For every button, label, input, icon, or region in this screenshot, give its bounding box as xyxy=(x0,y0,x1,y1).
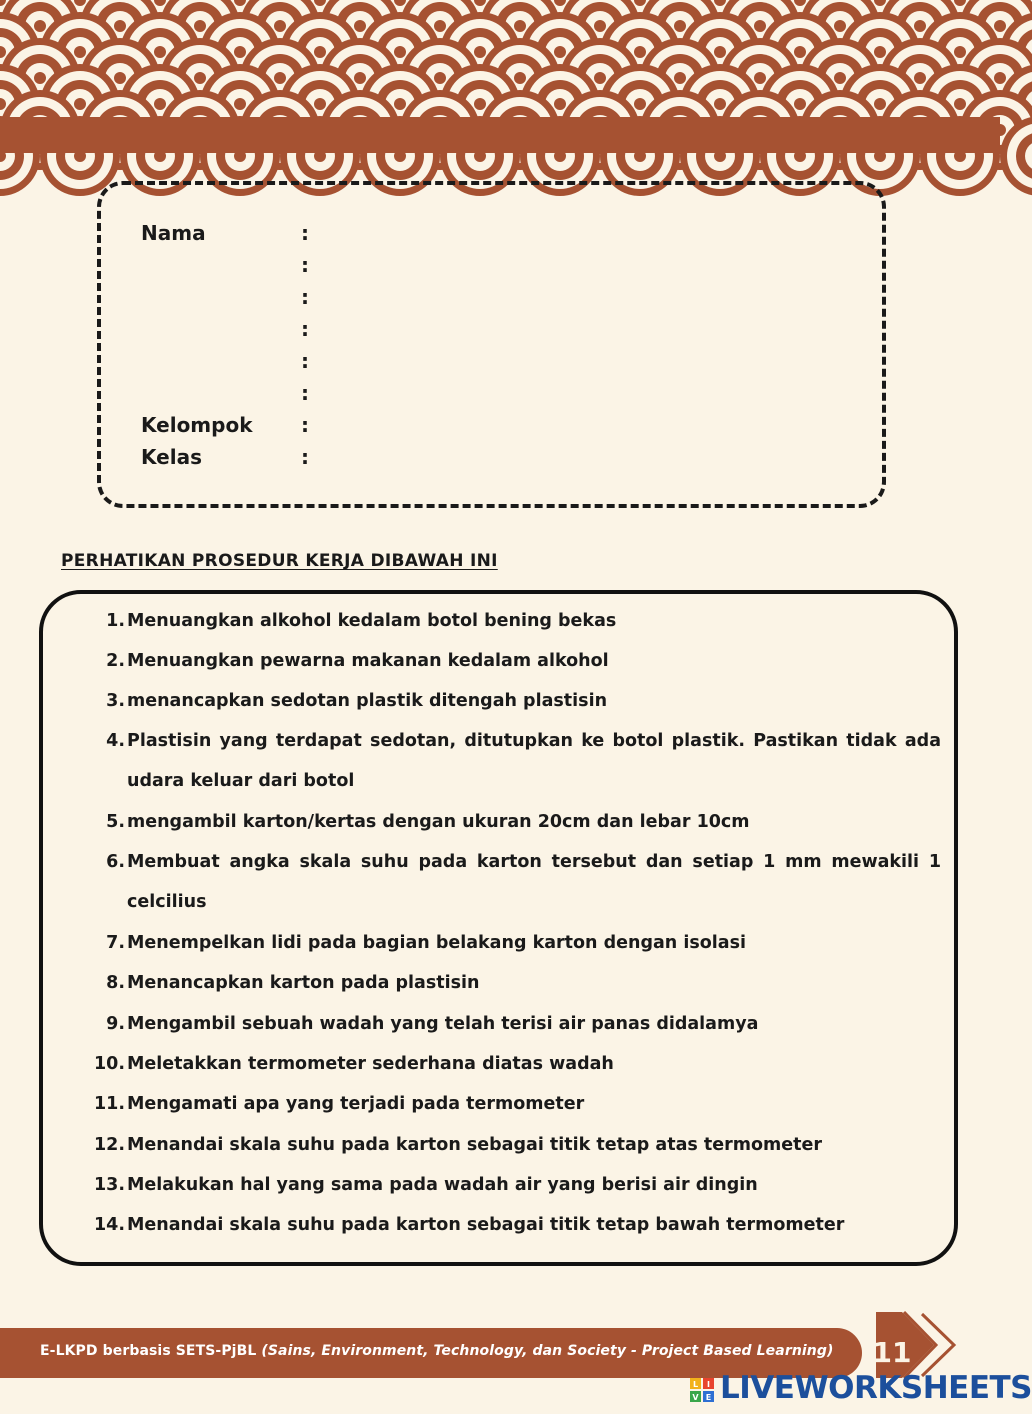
steps-box xyxy=(39,590,958,1266)
liveworksheets-brand-text: LIVEWORKSHEETS xyxy=(720,1370,1032,1406)
step-text: Mengambil sebuah wadah yang telah terisi air panas didalamya xyxy=(127,1014,759,1034)
step-number: 11. xyxy=(93,1094,125,1114)
step-item xyxy=(71,842,941,922)
logo-letter: I xyxy=(707,1380,710,1389)
step-number: 7. xyxy=(106,933,125,953)
header-scallop-pattern xyxy=(0,0,1000,120)
step-number: 10. xyxy=(93,1054,125,1074)
step-item xyxy=(71,601,941,641)
step-item xyxy=(71,923,941,963)
class-colon: : xyxy=(301,445,309,469)
step-item xyxy=(71,1044,941,1084)
instruction-title: PERHATIKAN PROSEDUR KERJA DIBAWAH INI xyxy=(61,551,498,571)
name-label: Nama xyxy=(141,221,206,245)
member-colon: : xyxy=(301,317,309,341)
member-colon: : xyxy=(301,285,309,309)
group-label: Kelompok xyxy=(141,413,253,437)
member-colon: : xyxy=(301,349,309,373)
member-colon: : xyxy=(301,381,309,405)
step-text: Plastisin yang terdapat sedotan, ditutupkan ke botol plastik. Pastikan tidak ada udara keluar dari botol xyxy=(127,731,941,791)
step-text: Melakukan hal yang sama pada wadah air yang berisi air dingin xyxy=(127,1175,758,1195)
step-text: Mengamati apa yang terjadi pada termometer xyxy=(127,1094,585,1114)
logo-letter: E xyxy=(705,1393,712,1402)
step-text: menancapkan sedotan plastik ditengah plastisin xyxy=(127,691,608,711)
step-number: 4. xyxy=(106,731,125,751)
step-text: Menuangkan alkohol kedalam botol bening bekas xyxy=(127,611,617,631)
step-text: Meletakkan termometer sederhana diatas wadah xyxy=(127,1054,614,1074)
step-text: Menandai skala suhu pada karton sebagai titik tetap atas termometer xyxy=(127,1135,822,1155)
step-item xyxy=(71,1125,941,1165)
logo-letter: L xyxy=(692,1380,699,1389)
step-number: 2. xyxy=(106,651,125,671)
step-item xyxy=(71,641,941,681)
step-text: Menandai skala suhu pada karton sebagai titik tetap bawah termometer xyxy=(127,1215,845,1235)
step-number: 6. xyxy=(106,852,125,872)
class-label: Kelas xyxy=(141,445,202,469)
step-text: Menempelkan lidi pada bagian belakang karton dengan isolasi xyxy=(127,933,746,953)
step-item xyxy=(71,802,941,842)
step-text: Menuangkan pewarna makanan kedalam alkohol xyxy=(127,651,609,671)
step-number: 1. xyxy=(106,611,125,631)
step-item xyxy=(71,1004,941,1044)
step-number: 5. xyxy=(106,812,125,832)
step-number: 14. xyxy=(93,1215,125,1235)
step-number: 3. xyxy=(106,691,125,711)
step-item xyxy=(71,1165,941,1205)
page-number: 11 xyxy=(872,1336,912,1369)
liveworksheets-logo-icon xyxy=(690,1378,714,1402)
step-item xyxy=(71,681,941,721)
header-band xyxy=(0,117,1000,153)
step-number: 9. xyxy=(106,1014,125,1034)
member-colon: : xyxy=(301,253,309,277)
identity-box xyxy=(97,181,886,508)
step-text: mengambil karton/kertas dengan ukuran 20cm dan lebar 10cm xyxy=(127,812,750,832)
footer-text xyxy=(40,1343,833,1359)
step-number: 8. xyxy=(106,973,125,993)
group-colon: : xyxy=(301,413,309,437)
footer-subtitle: (Sains, Environment, Technology, dan Society - Project Based Learning) xyxy=(261,1343,834,1359)
step-text: Menancapkan karton pada plastisin xyxy=(127,973,480,993)
step-item xyxy=(71,963,941,1003)
step-number: 12. xyxy=(93,1135,125,1155)
step-number: 13. xyxy=(93,1175,125,1195)
step-item xyxy=(71,1205,941,1245)
step-item xyxy=(71,1084,941,1124)
step-item xyxy=(71,721,941,801)
step-text: Membuat angka skala suhu pada karton tersebut dan setiap 1 mm mewakili 1 celcilius xyxy=(127,852,941,912)
footer-label: E-LKPD berbasis SETS-PjBL xyxy=(40,1343,257,1359)
name-colon: : xyxy=(301,221,309,245)
logo-letter: V xyxy=(692,1393,699,1402)
